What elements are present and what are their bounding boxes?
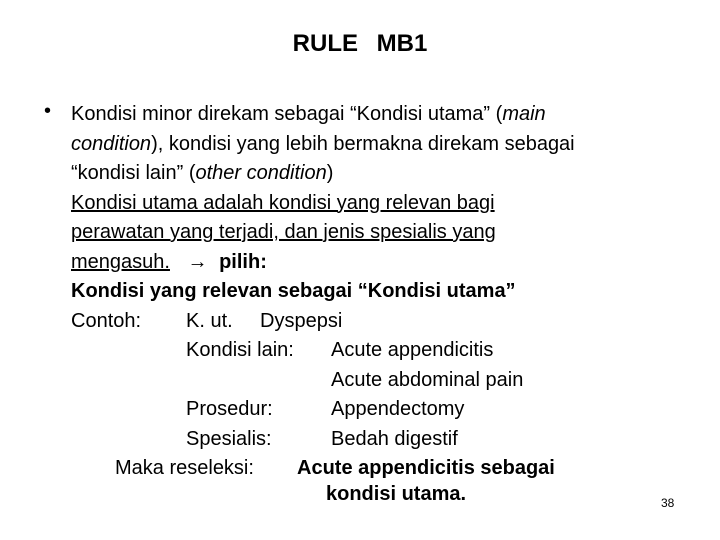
prosedur-label: Prosedur: xyxy=(186,398,273,420)
example-row-lain xyxy=(71,336,711,366)
para1-text: ) xyxy=(326,162,334,184)
para1-line1 xyxy=(71,100,711,130)
bullet-marker: • xyxy=(44,100,52,122)
para1-italic: condition xyxy=(71,132,152,155)
para2-line1: Kondisi utama adalah kondisi yang relevan bagi xyxy=(71,191,495,214)
spesialis-value: Bedah digestif xyxy=(331,427,458,450)
bold-text: pilih: xyxy=(219,250,267,273)
example-row-spesialis xyxy=(71,425,711,455)
maka-value: kondisi utama. xyxy=(326,482,467,505)
maka-value: Acute appendicitis sebagai xyxy=(297,457,555,479)
para1-line2 xyxy=(71,130,711,160)
para1-italic: other condition xyxy=(195,162,327,184)
example-row-lain-2 xyxy=(71,366,711,396)
contoh-label: Contoh: xyxy=(71,309,142,332)
underlined-text: mengasuh. xyxy=(71,250,170,273)
para2-line2: perawatan yang terjadi, dan jenis spesialis yang xyxy=(71,221,496,243)
lain-label: Kondisi lain: xyxy=(186,339,294,361)
para2-line3 xyxy=(71,248,711,278)
slide-body xyxy=(71,100,711,513)
example-row-kut xyxy=(71,307,711,337)
spesialis-label: Spesialis: xyxy=(186,427,272,450)
kut-value: Dyspepsi xyxy=(260,309,343,332)
para2-line4: Kondisi yang relevan sebagai “Kondisi utama” xyxy=(71,280,516,302)
example-row-maka-2 xyxy=(71,484,711,514)
maka-label: Maka reseleksi: xyxy=(115,457,254,479)
para1-text: “kondisi lain” ( xyxy=(71,162,196,184)
arrow-icon: → xyxy=(187,250,208,273)
example-row-prosedur xyxy=(71,395,711,425)
prosedur-value: Appendectomy xyxy=(331,398,465,420)
para1-line3 xyxy=(71,159,711,189)
lain-value: Acute abdominal pain xyxy=(331,368,524,391)
para1-italic: main xyxy=(502,103,546,125)
kut-label: K. ut. xyxy=(186,309,233,332)
lain-value: Acute appendicitis xyxy=(331,339,494,361)
para1-text: Kondisi minor direkam sebagai “Kondisi utama” ( xyxy=(71,103,503,125)
slide-title: RULE MB1 xyxy=(292,30,428,57)
para1-text: ), kondisi yang lebih bermakna direkam sebagai xyxy=(151,132,575,155)
page-number: 38 xyxy=(661,496,675,510)
